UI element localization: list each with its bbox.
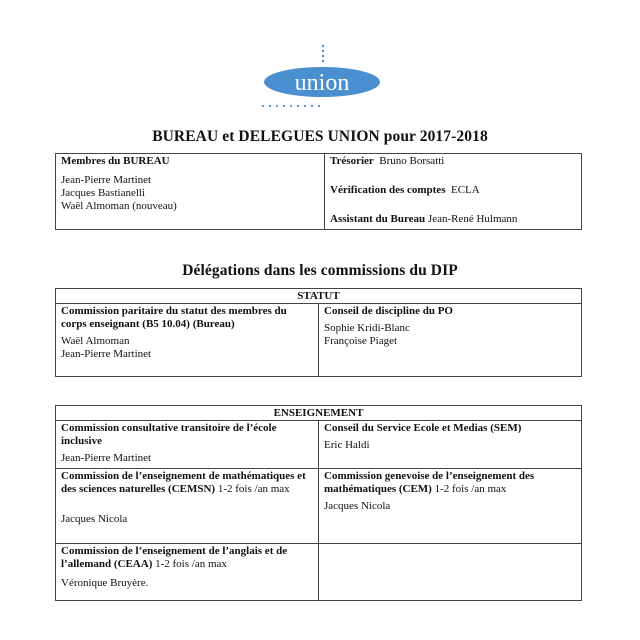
delegate-name: Waël Almoman — [61, 335, 130, 347]
enseignement-table — [55, 405, 582, 601]
page-title: BUREAU et DELEGUES UNION pour 2017-2018 — [152, 128, 488, 145]
commission-title: Commission consultative transitoire de l’école inclusive — [61, 422, 277, 447]
commission-title: Commission de l’enseignement de mathématiques et des sciences naturelles (CEMSN) — [61, 470, 306, 495]
enseignement-cell — [319, 421, 582, 469]
enseignement-cell — [56, 544, 319, 601]
statut-left-cell — [56, 304, 319, 377]
audit-name: ECLA — [450, 184, 480, 196]
bureau-table — [55, 153, 582, 230]
statut-header: STATUT — [56, 289, 582, 304]
assistant-label: Assistant du Bureau — [330, 213, 426, 225]
audit-label: Vérification des comptes — [330, 184, 446, 196]
commission-frequency: 1-2 fois /an max — [217, 483, 290, 495]
delegate-name: Jacques Nicola — [61, 513, 128, 525]
delegate-name: Jean-Pierre Martinet — [61, 348, 152, 360]
treasurer-name: Bruno Borsatti — [379, 155, 445, 167]
treasurer-label: Trésorier — [330, 155, 374, 167]
commission-title: Commission paritaire du statut des membres du corps enseignant (B5 10.04) (Bureau) — [61, 305, 287, 330]
delegate-name: Jacques Nicola — [324, 500, 391, 512]
enseignement-cell-empty — [319, 544, 582, 601]
delegations-title: Délégations dans les commissions du DIP — [182, 262, 458, 279]
commission-frequency: 1-2 fois /an max — [155, 558, 227, 570]
bureau-member: Jacques Bastianelli — [61, 187, 146, 199]
enseignement-header: ENSEIGNEMENT — [56, 406, 582, 421]
bureau-roles-cell — [325, 154, 582, 230]
delegate-name: Sophie Kridi-Blanc — [324, 322, 410, 334]
commission-frequency: 1-2 fois /an max — [434, 483, 507, 495]
delegate-name: Véronique Bruyère. — [61, 577, 149, 589]
delegate-name: Eric Haldi — [324, 439, 370, 451]
statut-table — [55, 288, 582, 377]
commission-title: Conseil du Service Ecole et Medias (SEM) — [324, 422, 522, 434]
assistant-name: Jean-René Hulmann — [427, 213, 518, 225]
delegate-name: Françoise Piaget — [324, 335, 398, 347]
bureau-members-cell — [56, 154, 325, 230]
commission-title: Commission genevoise de l’enseignement des mathématiques (CEM) — [324, 470, 535, 495]
enseignement-cell — [56, 421, 319, 469]
enseignement-cell — [319, 469, 582, 544]
bureau-member: Jean-Pierre Martinet — [61, 174, 152, 186]
bureau-member: Waël Almoman (nouveau) — [61, 200, 177, 212]
commission-title: Commission de l’enseignement de l’anglais et de l’allemand (CEAA) — [61, 545, 288, 570]
commission-title: Conseil de discipline du PO — [324, 305, 453, 317]
delegate-name: Jean-Pierre Martinet — [61, 452, 152, 464]
statut-right-cell — [319, 304, 582, 377]
bureau-members-label: Membres du BUREAU — [61, 155, 170, 167]
logo-text: union — [294, 70, 350, 96]
union-logo — [255, 40, 385, 112]
enseignement-cell — [56, 469, 319, 544]
